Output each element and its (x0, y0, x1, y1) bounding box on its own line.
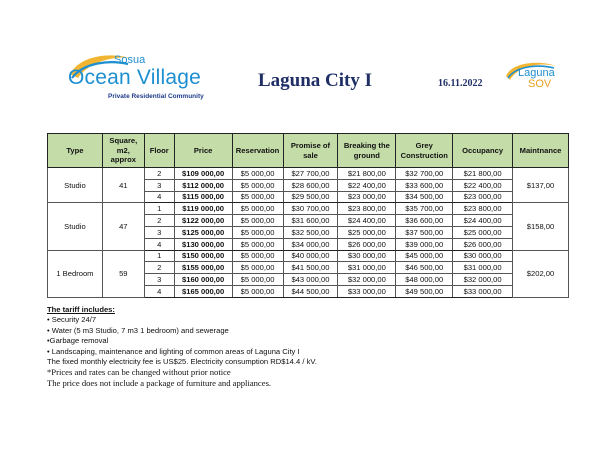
logo-subtitle: Private Residential Community (108, 93, 204, 100)
document-header (0, 0, 600, 120)
grey-cell: $36 600,00 (396, 215, 453, 227)
column-header: Maintnance (513, 134, 569, 168)
table-row (48, 168, 569, 180)
disclaimer-item: The price does not include a package of furniture and appliances. (47, 378, 272, 389)
promise-cell: $44 500,00 (283, 285, 338, 297)
promise-cell: $40 000,00 (283, 250, 338, 262)
promise-cell: $30 700,00 (283, 203, 338, 215)
promise-cell: $29 500,00 (283, 191, 338, 203)
grey-cell: $49 500,00 (396, 285, 453, 297)
grey-cell: $33 600,00 (396, 179, 453, 191)
price-cell: $150 000,00 (174, 250, 232, 262)
occupancy-cell: $23 000,00 (453, 191, 513, 203)
logo-small-text: Sosua (114, 54, 146, 66)
occupancy-cell: $22 400,00 (453, 179, 513, 191)
occupancy-cell: $33 000,00 (453, 285, 513, 297)
reservation-cell: $5 000,00 (232, 191, 283, 203)
page-title: Laguna City I (258, 70, 373, 91)
column-header: Square, m2, approx (102, 134, 144, 168)
note-item: • Security 24/7 (47, 315, 97, 325)
sov-logo-text: SOV (528, 78, 552, 90)
unit-type-cell: Studio (48, 168, 103, 203)
floor-cell: 1 (144, 203, 174, 215)
reservation-cell: $5 000,00 (232, 238, 283, 250)
grey-cell: $48 000,00 (396, 274, 453, 286)
reservation-cell: $5 000,00 (232, 215, 283, 227)
floor-cell: 2 (144, 168, 174, 180)
breaking-cell: $23 000,00 (338, 191, 396, 203)
note-item: •Garbage removal (47, 336, 109, 346)
column-header: Type (48, 134, 103, 168)
notes-disclaimers (47, 367, 567, 389)
floor-cell: 1 (144, 250, 174, 262)
breaking-cell: $30 000,00 (338, 250, 396, 262)
floor-cell: 3 (144, 274, 174, 286)
floor-cell: 3 (144, 179, 174, 191)
breaking-cell: $33 000,00 (338, 285, 396, 297)
reservation-cell: $5 000,00 (232, 250, 283, 262)
disclaimer-item: *Prices and rates can be changed without prior notice (47, 367, 231, 378)
note-item: The fixed monthly electricity fee is US$25. Electricity consumption RD$14.4 / kV. (47, 357, 317, 367)
reservation-cell: $5 000,00 (232, 274, 283, 286)
price-cell: $115 000,00 (174, 191, 232, 203)
grey-cell: $46 500,00 (396, 262, 453, 274)
grey-cell: $39 000,00 (396, 238, 453, 250)
square-cell: 41 (102, 168, 144, 203)
reservation-cell: $5 000,00 (232, 226, 283, 238)
reservation-cell: $5 000,00 (232, 262, 283, 274)
column-header: Price (174, 134, 232, 168)
price-cell: $119 000,00 (174, 203, 232, 215)
column-header: Breaking the ground (338, 134, 396, 168)
floor-cell: 4 (144, 191, 174, 203)
laguna-logo-text: Laguna (518, 67, 555, 79)
table-header-row (48, 134, 569, 168)
square-cell: 47 (102, 203, 144, 250)
floor-cell: 4 (144, 238, 174, 250)
reservation-cell: $5 000,00 (232, 203, 283, 215)
table-body (48, 168, 569, 298)
occupancy-cell: $21 800,00 (453, 168, 513, 180)
tariff-notes (47, 305, 567, 389)
breaking-cell: $25 000,00 (338, 226, 396, 238)
table-row (48, 250, 569, 262)
reservation-cell: $5 000,00 (232, 285, 283, 297)
grey-cell: $34 500,00 (396, 191, 453, 203)
promise-cell: $28 600,00 (283, 179, 338, 191)
price-cell: $160 000,00 (174, 274, 232, 286)
price-table (47, 133, 569, 298)
grey-cell: $32 700,00 (396, 168, 453, 180)
column-header: Floor (144, 134, 174, 168)
promise-cell: $41 500,00 (283, 262, 338, 274)
floor-cell: 3 (144, 226, 174, 238)
occupancy-cell: $30 000,00 (453, 250, 513, 262)
occupancy-cell: $31 000,00 (453, 262, 513, 274)
laguna-sov-logo (500, 58, 570, 94)
price-cell: $125 000,00 (174, 226, 232, 238)
note-item: • Water (5 m3 Studio, 7 m3 1 bedroom) and sewerage (47, 325, 229, 335)
promise-cell: $32 500,00 (283, 226, 338, 238)
occupancy-cell: $24 400,00 (453, 215, 513, 227)
occupancy-cell: $26 000,00 (453, 238, 513, 250)
occupancy-cell: $32 000,00 (453, 274, 513, 286)
reservation-cell: $5 000,00 (232, 179, 283, 191)
occupancy-cell: $25 000,00 (453, 226, 513, 238)
grey-cell: $35 700,00 (396, 203, 453, 215)
promise-cell: $34 000,00 (283, 238, 338, 250)
column-header: Reservation (232, 134, 283, 168)
price-cell: $165 000,00 (174, 285, 232, 297)
square-cell: 59 (102, 250, 144, 297)
breaking-cell: $21 800,00 (338, 168, 396, 180)
price-cell: $109 000,00 (174, 168, 232, 180)
promise-cell: $27 700,00 (283, 168, 338, 180)
breaking-cell: $32 000,00 (338, 274, 396, 286)
column-header: Occupancy (453, 134, 513, 168)
occupancy-cell: $23 800,00 (453, 203, 513, 215)
breaking-cell: $22 400,00 (338, 179, 396, 191)
breaking-cell: $31 000,00 (338, 262, 396, 274)
maintenance-cell: $137,00 (513, 168, 569, 203)
price-cell: $130 000,00 (174, 238, 232, 250)
column-header: Promise of sale (283, 134, 338, 168)
ocean-village-logo (68, 52, 238, 110)
promise-cell: $31 600,00 (283, 215, 338, 227)
price-cell: $112 000,00 (174, 179, 232, 191)
maintenance-cell: $202,00 (513, 250, 569, 297)
floor-cell: 2 (144, 215, 174, 227)
floor-cell: 2 (144, 262, 174, 274)
table-row (48, 203, 569, 215)
unit-type-cell: 1 Bedroom (48, 250, 103, 297)
breaking-cell: $24 400,00 (338, 215, 396, 227)
document-date: 16.11.2022 (438, 78, 483, 89)
promise-cell: $43 000,00 (283, 274, 338, 286)
unit-type-cell: Studio (48, 203, 103, 250)
note-item: • Landscaping, maintenance and lighting of common areas of Laguna City I (47, 346, 300, 356)
breaking-cell: $23 800,00 (338, 203, 396, 215)
notes-list (47, 315, 567, 367)
grey-cell: $37 500,00 (396, 226, 453, 238)
notes-title: The tariff includes: (47, 305, 115, 314)
grey-cell: $45 000,00 (396, 250, 453, 262)
price-cell: $155 000,00 (174, 262, 232, 274)
price-cell: $122 000,00 (174, 215, 232, 227)
reservation-cell: $5 000,00 (232, 168, 283, 180)
logo-big-text: Ocean Village (68, 66, 201, 89)
floor-cell: 4 (144, 285, 174, 297)
column-header: Grey Construction (396, 134, 453, 168)
breaking-cell: $26 000,00 (338, 238, 396, 250)
maintenance-cell: $158,00 (513, 203, 569, 250)
